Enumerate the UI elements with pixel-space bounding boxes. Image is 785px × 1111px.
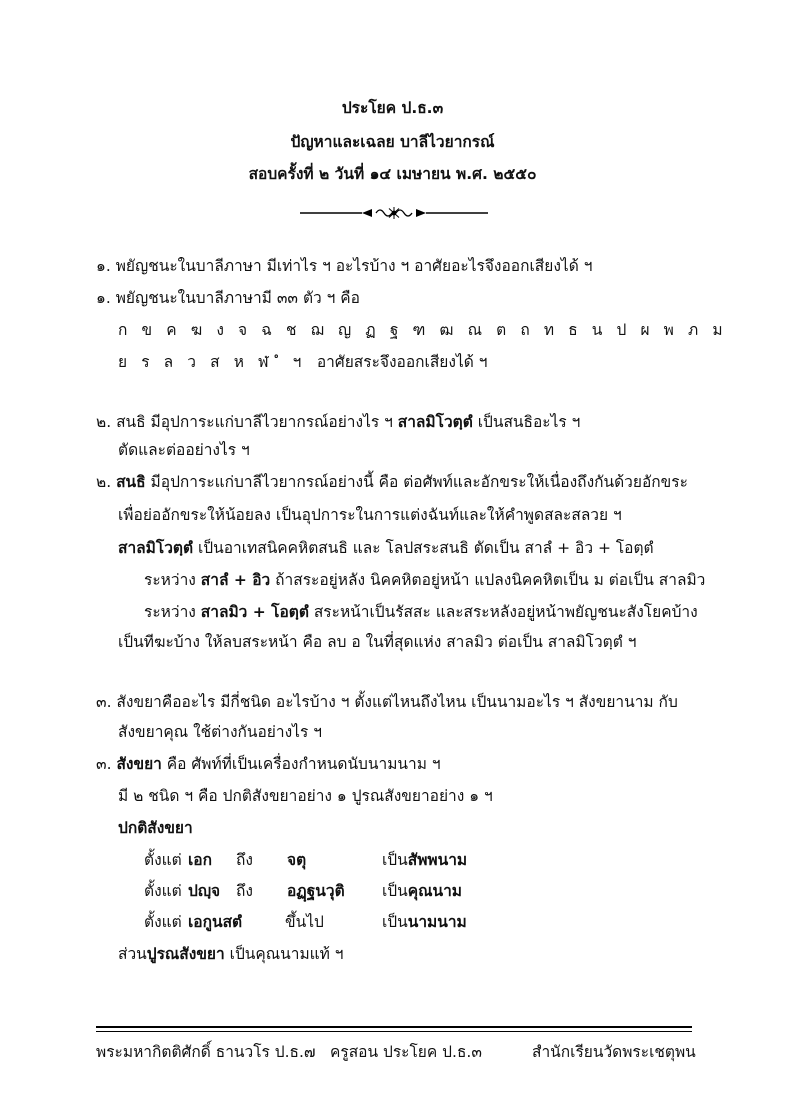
answer-2-line5-pre: ระหว่าง — [144, 603, 201, 621]
answer-2-rest: มีอุปการะแก่บาลีไวยากรณ์อย่างนี้ คือ ต่อศัพท์และอักขระให้เนื่องถึงกันด้วยอักขระ — [145, 473, 688, 491]
footer-rule-thick — [96, 1026, 692, 1028]
question-1: ๑. พยัญชนะในบาลีภาษา มีเท่าไร ฯ อะไรบ้าง ฯ อาศัยอะไรจึงออกเสียงได้ ฯ — [96, 257, 593, 275]
answer-2-line4-pre: ระหว่าง — [144, 571, 201, 589]
answer-3-term: สังขยา — [116, 755, 162, 773]
answer-2-line3-term: สาลมิโวตฺตํ — [118, 539, 194, 557]
answer-3-last-pre: ส่วน — [118, 945, 147, 963]
answer-2-term: สนธิ — [116, 473, 146, 491]
answer-2-line3 — [118, 538, 654, 558]
consonant-row-2 — [118, 352, 487, 372]
row-1-type-name: สัพพนาม — [407, 851, 468, 869]
row-3-type-name: นามนาม — [407, 913, 467, 931]
consonant-row-1: ก ข ค ฆ ง จ ฉ ช ฌ ญ ฏ ฐ ฑ ฒ ณ ต ถ ท ธ น ป ผ พ ภ ม — [118, 321, 728, 339]
footer-rule-thin — [96, 1031, 692, 1032]
header-title: ประโยค ป.ธ.๓ — [341, 99, 444, 117]
answer-2-line4-post: ถ้าสระอยู่หลัง นิคคหิตอยู่หน้า แปลงนิคคหิตเป็น ม ต่อเป็น สาลมิว — [270, 571, 706, 589]
consonant-row-2-text: อาศัยสระจึงออกเสียงได้ ฯ — [316, 353, 488, 371]
row-3-to: ขึ้นไป — [285, 913, 324, 931]
row-2-start: ปญฺจ — [188, 882, 221, 900]
answer-3 — [96, 754, 441, 774]
row-3-start: เอกูนสตํ — [188, 913, 243, 931]
row-1-end: จตุ — [287, 851, 307, 869]
answer-3-kinds: มี ๒ ชนิด ฯ คือ ปกติสังขยาอย่าง ๑ ปูรณสังขยาอย่าง ๑ ฯ — [118, 787, 493, 805]
row-2-end: อฏฺฐนวุติ — [287, 882, 345, 900]
answer-2-line5-term: สาลมิว + โอตฺตํ — [200, 603, 309, 621]
ornament-divider-icon — [300, 207, 488, 219]
answer-1: ๑. พยัญชนะในบาลีภาษามี ๓๓ ตัว ฯ คือ — [96, 289, 360, 307]
question-2-line2: ตัดและต่ออย่างไร ฯ — [118, 441, 250, 459]
question-2-pre: ๒. สนธิ มีอุปการะแก่บาลีไวยากรณ์อย่างไร ฯ — [96, 413, 398, 431]
answer-2-num: ๒. — [96, 473, 117, 491]
row-1-type — [382, 850, 467, 870]
question-2-term: สาลมิโวตฺตํ — [397, 413, 473, 431]
header-subtitle: ปัญหาและเฉลย บาลีไวยากรณ์ — [290, 133, 495, 151]
answer-3-rest: คือ ศัพท์ที่เป็นเครื่องกำหนดนับนามนาม ฯ — [161, 755, 441, 773]
row-3-type — [382, 912, 467, 932]
footer-author: พระมหากิตติศักดิ์ ธานวโร ป.ธ.๗ — [96, 1043, 316, 1061]
answer-3-subhead: ปกติสังขยา — [118, 819, 193, 837]
question-3: ๓. สังขยาคืออะไร มีกี่ชนิด อะไรบ้าง ฯ ตั้งแต่ไหนถึงไหน เป็นนามอะไร ฯ สังขยานาม กับ — [96, 693, 678, 711]
row-1-from: ตั้งแต่ — [144, 851, 182, 869]
answer-2-line6: เป็นทีฆะบ้าง ให้ลบสระหน้า คือ ลบ อ ในที่สุดแห่ง สาลมิว ต่อเป็น สาลมิโวตฺตํ ฯ — [118, 633, 637, 651]
answer-2-line4 — [144, 570, 705, 590]
answer-3-last-term: ปูรณสังขยา — [146, 945, 225, 963]
footer-role: ครูสอน ประโยค ป.ธ.๓ — [330, 1043, 482, 1061]
row-1-start: เอก — [188, 851, 212, 869]
answer-2-line5 — [144, 602, 698, 622]
answer-2-line4-term: สาลํ + อิว — [200, 571, 271, 589]
row-1-to: ถึง — [236, 851, 253, 869]
answer-2-line5-post: สระหน้าเป็นรัสสะ และสระหลังอยู่หน้าพยัญชนะสังโยคบ้าง — [308, 603, 698, 621]
answer-3-num: ๓. — [96, 755, 117, 773]
header-exam-date: สอบครั้งที่ ๒ วันที่ ๑๔ เมษายน พ.ศ. ๒๕๕๐ — [248, 165, 537, 183]
answer-3-last-post: เป็นคุณนามแท้ ฯ — [224, 945, 344, 963]
footer-school: สำนักเรียนวัดพระเชตุพน — [532, 1043, 696, 1061]
row-2-type — [382, 881, 462, 901]
row-2-type-pre: เป็น — [382, 882, 408, 900]
row-2-from: ตั้งแต่ — [144, 882, 182, 900]
consonant-row-2-letters: ย ร ล ว ส ห ฬ ํ ฯ — [118, 353, 306, 371]
question-3-line2: สังขยาคุณ ใช้ต่างกันอย่างไร ฯ — [118, 723, 322, 741]
answer-2-line3-rest: เป็นอาเทสนิคคหิตสนธิ และ โลปสระสนธิ ตัดเป็น สาลํ + อิว + โอตฺตํ — [193, 539, 654, 557]
row-2-type-name: คุณนาม — [407, 882, 462, 900]
question-2 — [96, 412, 580, 432]
row-3-from: ตั้งแต่ — [144, 913, 182, 931]
row-1-type-pre: เป็น — [382, 851, 408, 869]
answer-2-line2: เพื่อย่ออักขระให้น้อยลง เป็นอุปการะในการแต่งฉันท์และให้คำพูดสละสลวย ฯ — [118, 506, 622, 524]
row-3-type-pre: เป็น — [382, 913, 408, 931]
answer-2 — [96, 472, 688, 492]
row-2-to: ถึง — [236, 882, 253, 900]
answer-3-last — [118, 944, 344, 964]
question-2-post: เป็นสนธิอะไร ฯ — [472, 413, 581, 431]
